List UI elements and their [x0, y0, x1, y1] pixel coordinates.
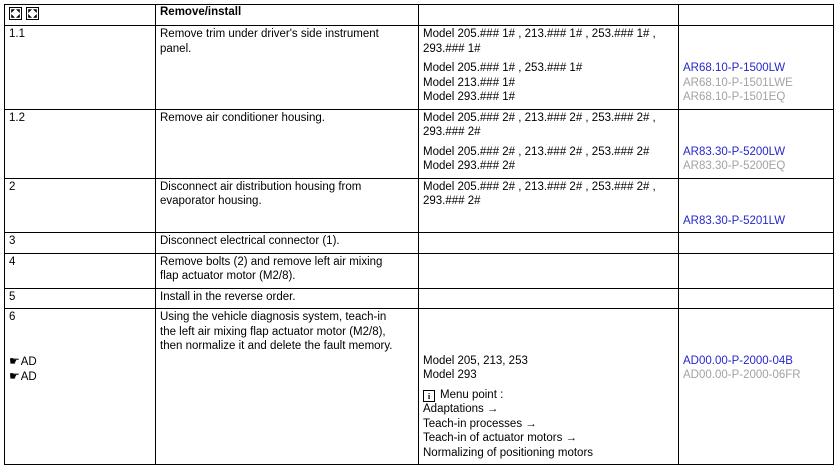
table-row	[5, 253, 834, 288]
spacer-line	[683, 27, 829, 42]
document-cell	[679, 26, 834, 110]
task-text-line: Using the vehicle diagnosis system, teach-in	[160, 311, 387, 323]
task-text-line: Remove trim under driver's side instrument	[160, 28, 379, 40]
task-cell	[156, 178, 419, 233]
model-cell	[419, 26, 679, 110]
model-text-line: Model 205.### 1# , 213.### 1# , 253.### 1# ,	[423, 28, 656, 40]
model-text-line: Normalizing of positioning motors	[423, 446, 594, 459]
pointing-hand-icon: ☛	[9, 369, 20, 383]
table-row	[5, 233, 834, 254]
step-number: 1.1	[9, 28, 25, 40]
step-number: 4	[9, 255, 16, 268]
table-row	[5, 178, 834, 233]
task-cell	[156, 253, 419, 288]
table-row	[5, 26, 834, 110]
model-text-line: Adaptations →	[423, 403, 499, 415]
document-link-inactive: AD00.00-P-2000-06FR	[683, 369, 801, 381]
spacer-line	[683, 180, 829, 195]
spacer-line	[683, 339, 829, 354]
task-text-line: Disconnect electrical connector (1).	[160, 235, 340, 247]
header-icons	[9, 6, 151, 20]
task-cell	[156, 109, 419, 178]
spacer-line	[683, 111, 829, 126]
step-cell	[5, 253, 156, 288]
step-number: 3	[9, 235, 16, 247]
ad-marker[interactable]: ☛AD	[9, 353, 37, 368]
task-text-line: panel.	[160, 42, 192, 55]
document-cell	[679, 109, 834, 178]
table-body	[5, 26, 834, 465]
task-cell	[156, 26, 419, 110]
model-cell	[419, 288, 679, 309]
menu-point-line: i Menu point :	[423, 388, 674, 403]
spacer-line	[683, 194, 829, 209]
spacer-line	[9, 339, 151, 354]
info-icon: i	[423, 390, 435, 402]
model-text-line: Model 205.### 2# , 213.### 2# , 253.### 2# ,	[423, 180, 656, 193]
spacer-line	[683, 325, 829, 340]
document-cell	[679, 288, 834, 309]
table-row	[5, 309, 834, 465]
spacer-line	[683, 125, 829, 140]
document-link-inactive: AR68.10-P-1501EQ	[683, 91, 786, 103]
header-empty-document	[679, 5, 834, 26]
collapse-icon[interactable]	[9, 7, 22, 20]
pointing-hand-icon: ☛	[9, 353, 20, 368]
model-text-line: 293.### 1#	[423, 42, 481, 55]
model-text-line: Model 205.### 2# , 213.### 2# , 253.### 2# ,	[423, 111, 656, 124]
document-link[interactable]: AR68.10-P-1500LW	[683, 62, 786, 74]
model-text-line: Model 293	[423, 369, 477, 381]
spacer-line	[423, 214, 674, 229]
model-text-line: Teach-in of actuator motors →	[423, 432, 578, 444]
model-cell	[419, 233, 679, 254]
model-text-line: Model 293.### 1#	[423, 91, 516, 103]
document-link[interactable]: AD00.00-P-2000-04B	[683, 354, 793, 367]
spacer-line	[423, 339, 674, 354]
task-text-line: flap actuator motor (M2/8).	[160, 270, 296, 282]
document-link[interactable]: AR83.30-P-5200LW	[683, 145, 786, 158]
ad-marker[interactable]: ☛AD	[9, 369, 37, 383]
task-cell	[156, 288, 419, 309]
step-cell	[5, 109, 156, 178]
step-cell	[5, 26, 156, 110]
step-cell	[5, 178, 156, 233]
model-text-line: Model 205.### 2# , 213.### 2# , 253.### 2#	[423, 145, 650, 158]
header-empty-model	[419, 5, 679, 26]
task-text-line: Install in the reverse order.	[160, 290, 296, 303]
spacer-line	[683, 310, 829, 325]
step-number: 2	[9, 180, 16, 193]
task-cell	[156, 309, 419, 465]
step-cell	[5, 233, 156, 254]
table-row	[5, 109, 834, 178]
document-cell	[679, 233, 834, 254]
expand-icon[interactable]	[26, 7, 39, 20]
step-cell	[5, 309, 156, 465]
task-cell	[156, 233, 419, 254]
task-text-line: the left air mixing flap actuator motor (M2/8),	[160, 325, 386, 338]
task-text-line: Disconnect air distribution housing from	[160, 180, 362, 193]
model-text-line: Model 205, 213, 253	[423, 354, 528, 367]
model-text-line: Model 205.### 1# , 253.### 1#	[423, 62, 583, 74]
model-text-line: 293.### 2#	[423, 195, 481, 207]
model-cell	[419, 253, 679, 288]
header-icons-cell	[5, 5, 156, 26]
step-number: 1.2	[9, 111, 25, 124]
task-text-line: evaporator housing.	[160, 195, 262, 207]
model-cell	[419, 109, 679, 178]
model-text-line: Teach-in processes →	[423, 417, 537, 430]
task-text-line: then normalize it and delete the fault memory.	[160, 340, 393, 352]
document-cell	[679, 309, 834, 465]
document-cell	[679, 253, 834, 288]
model-text-line: Model 213.### 1#	[423, 76, 516, 89]
spacer-line	[683, 42, 829, 57]
step-cell	[5, 288, 156, 309]
document-cell	[679, 178, 834, 233]
model-text-line: 293.### 2#	[423, 126, 481, 138]
model-cell	[419, 178, 679, 233]
table-row	[5, 288, 834, 309]
spacer-line	[9, 325, 151, 340]
spacer-line	[423, 310, 674, 325]
task-text-line: Remove air conditioner housing.	[160, 111, 325, 124]
header-title: Remove/install	[156, 5, 419, 26]
document-link-inactive: AR83.30-P-5200EQ	[683, 160, 786, 172]
header-row	[5, 5, 834, 26]
step-number: 5	[9, 290, 16, 303]
procedure-table	[4, 4, 834, 465]
spacer-line	[423, 325, 674, 340]
model-cell	[419, 309, 679, 465]
task-text-line: Remove bolts (2) and remove left air mixing	[160, 255, 383, 268]
step-number: 6	[9, 311, 16, 323]
document-link-inactive: AR68.10-P-1501LWE	[683, 76, 793, 89]
document-link[interactable]: AR83.30-P-5201LW	[683, 214, 786, 227]
model-text-line: Model 293.### 2#	[423, 160, 516, 172]
